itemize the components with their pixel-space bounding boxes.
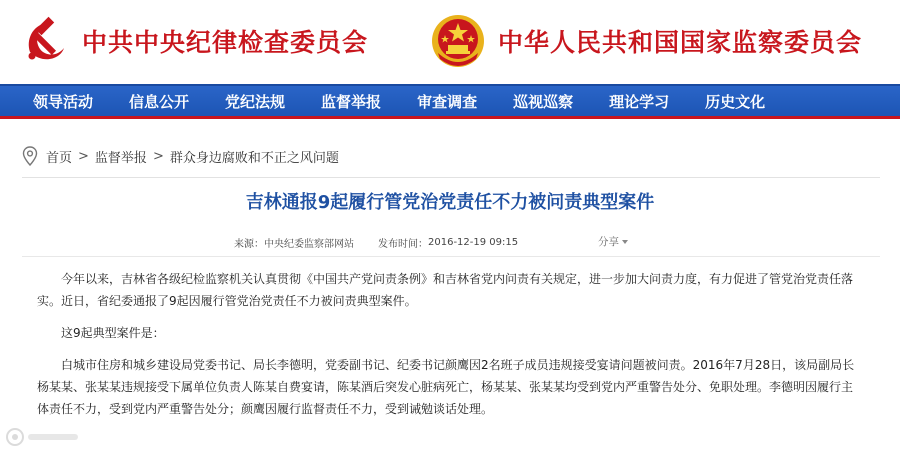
article-meta	[234, 235, 518, 250]
nav-item-inspection[interactable]: 巡视巡察	[513, 92, 574, 111]
share-label: 分享	[598, 236, 619, 248]
site-header	[0, 0, 900, 84]
nav-item-leadership[interactable]: 领导活动	[33, 92, 94, 111]
date-label: 发布时间：	[378, 239, 428, 250]
article-paragraph: 这9起典型案件是：	[61, 326, 165, 340]
share-button[interactable]	[598, 234, 628, 249]
org-right-name: 中华人民共和国国家监察委员会	[498, 28, 863, 57]
national-emblem-icon	[430, 13, 486, 69]
nav-item-regulations[interactable]: 党纪法规	[225, 92, 286, 111]
watermark-icon	[4, 426, 84, 448]
nav-item-info-disclosure[interactable]: 信息公开	[129, 92, 190, 111]
article-body	[37, 268, 863, 430]
nav-item-theory[interactable]: 理论学习	[609, 92, 670, 111]
breadcrumb-separator: >	[152, 148, 164, 164]
breadcrumb-home[interactable]: 首页	[46, 150, 73, 166]
source-label: 来源：	[234, 239, 264, 250]
breadcrumb	[22, 144, 339, 168]
breadcrumb-supervision[interactable]: 监督举报	[94, 150, 147, 166]
location-pin-icon	[22, 146, 38, 166]
nav-item-history[interactable]: 历史文化	[705, 92, 766, 111]
breadcrumb-current[interactable]: 群众身边腐败和不正之风问题	[169, 150, 339, 166]
article-paragraph: 今年以来，吉林省各级纪检监察机关认真贯彻《中国共产党问责条例》和吉林省党内问责有关规定，进一步加大问责力度，有力促进了管党治党责任落实。近日，省纪委通报了9起因履行管党治党责任不力被问责典型案件。	[37, 272, 854, 308]
party-emblem-icon	[20, 16, 70, 66]
nav-item-investigation[interactable]: 审查调查	[417, 92, 478, 111]
org-nsc[interactable]	[430, 12, 862, 70]
org-left-name: 中共中央纪律检查委员会	[82, 28, 369, 57]
article-paragraph: 白城市住房和城乡建设局党委书记、局长李德明，党委副书记、纪委书记颜鹰因2名班子成员违规接受宴请问题被问责。2016年7月28日，该局副局长杨某某、张某某违规接受下属单位负责人陈某自费宴请，陈某酒后突发心脏病死亡，杨某某、张某某均受到党内严重警告处分、免职处理。李德明因履行主体责任不力，受到党内严重警告处分；颜鹰因履行监督责任不力，受到诫勉谈话处理。	[37, 358, 855, 416]
breadcrumb-separator: >	[78, 148, 89, 164]
divider	[22, 256, 880, 257]
article-title: 吉林通报9起履行管党治党责任不力被问责典型案件	[245, 192, 655, 213]
org-cpc-ccdi[interactable]	[20, 12, 368, 70]
nav-item-supervision[interactable]: 监督举报	[321, 92, 382, 111]
main-nav	[0, 84, 900, 119]
chevron-down-icon	[622, 240, 628, 244]
divider	[22, 177, 880, 178]
source-value: 中央纪委监察部网站	[264, 239, 354, 250]
date-value: 2016-12-19 09:15	[428, 237, 519, 248]
